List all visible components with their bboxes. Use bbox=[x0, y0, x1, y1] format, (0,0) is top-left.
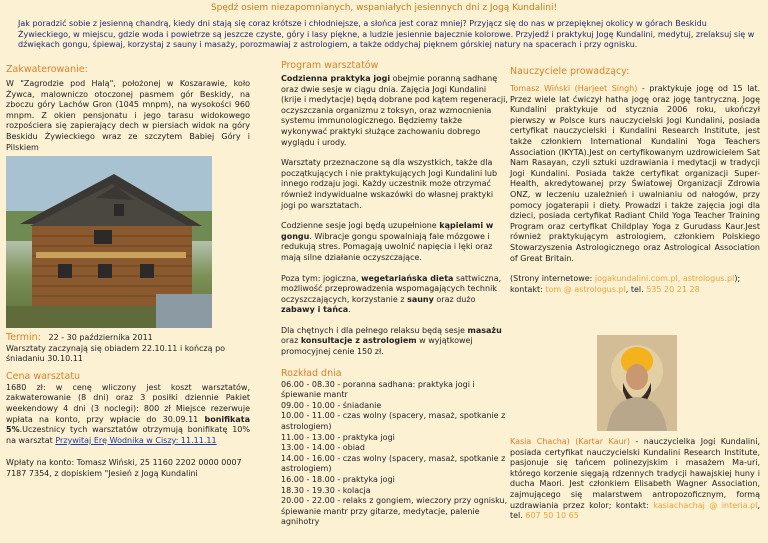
teacher-1-name: Tomasz Wiński (Harjeet Singh) bbox=[510, 84, 638, 93]
intro-text: Jak poradzić sobie z jesienną chandrą, kiedy dni stają się coraz krótsze i chłodniejsze, a słońca jest coraz mniej? Przyjącz się do nas w przepięknej okolicy w górach Beskidu Żywieckiego, w miejscu, gdzie woda i powietrze są jeszcze czyste, góry i lasy piękne, a ludzie jesiennie bajecznie kolorowe. Przyjedź i praktykuj Jogę Kundalini, medytuj, zrelaksuj się w dźwiękach gongu, śpiewaj, korzystaj z sauny i masaży, porozmawiaj z astrologiem, a także oddychaj pięknem górskiej natury na spacerach i przy ognisku. bbox=[18, 19, 755, 49]
teacher-2-phone: 607 50 10 65 bbox=[525, 511, 579, 521]
teacher-2-name: Kasia Chacha) (Kartar Kaur) bbox=[510, 437, 630, 446]
schedule-item: 16.00 - 18.00 - praktyka jogi bbox=[281, 475, 395, 484]
schedule-item: 06.00 - 08.30 - poranna sadhana: praktyka jogi i śpiewanie mantr bbox=[281, 379, 475, 400]
schedule-list bbox=[281, 380, 509, 528]
schedule-item: 09.00 - 10.00 - śniadanie bbox=[281, 400, 382, 410]
term-value: 22 - 30 października 2011 bbox=[48, 333, 153, 342]
teacher-1-phone: 535 20 21 28 bbox=[646, 284, 700, 294]
middle-column bbox=[281, 60, 509, 528]
schedule-heading: Rozkład dnia bbox=[281, 367, 342, 379]
price-text: 1680 zł: w cenę wliczony jest koszt warsztatów, zakwaterowanie (8 dni) oraz 3 posiłki dziennie Pakiet weekendowy 4 dni (3 noclegi): 800 zł Miejsce rezerwuje wpłata na konto, przy wpłacie do 30.09.11 bonifikata 5%.Uczestnicy tych warsztatów otrzymują bonifikatę 10% na warsztat Przywitaj Erę Wodnika w Ciszy: 11.11.11 bbox=[6, 382, 250, 445]
teacher-portrait bbox=[597, 335, 677, 431]
program-paragraph-4: Poza tym: jogiczna, wegetariańska dieta sattwiczna, możliwość przeprowadzenia wspomagających technik oczyszczających, korzystanie z sauny oraz dużo zabawy i tańca. bbox=[281, 273, 502, 315]
page-title: Spędź osiem niezapomnianych, wspaniałych jesiennych dni z Jogą Kundalini! bbox=[210, 3, 558, 13]
schedule-item: 18.30 - 19.30 - kolacja bbox=[281, 485, 371, 495]
account-text: Wpłaty na konto: Tomasz Wiński, 25 1160 2202 0000 0007 7187 7354, z dopiskiem "Jesień z Jogą Kundalini bbox=[6, 458, 242, 478]
venue-text: W "Zagrodzie pod Halą", położonej w Koszarawie, koło Żywca, malowniczo otoczonej pasmem gór Beskidy, na zboczu góry Lachów Gron (1045 mnpm), na wysokości 960 mnpm. Z okien pensjonatu i jego tarasu widokowego rozpościera się zapierający dech w piersiach widok na góry Beskidu Żywieckiego wraz ze szczytem Babiej Góry i Pilskiem bbox=[6, 79, 250, 152]
schedule-item: 11.00 - 13.00 - praktyka jogi bbox=[281, 432, 395, 442]
left-column bbox=[6, 64, 250, 153]
teacher-2-email[interactable]: kasiachachaj @ interia.pl bbox=[653, 500, 758, 510]
teacher-2-section bbox=[510, 437, 760, 522]
term-section bbox=[6, 333, 250, 480]
teacher-1-bio: Tomasz Wiński (Harjeet Singh) - praktykuje jogę od 15 lat. Przez wiele lat ćwiczył hatha jogę oraz jogę tantryczną. Jogę Kundalini praktykuje od stycznia 2006 roku, ukończył pierwszy w Polsce kurs nauczycielski Jogi Kundalini, posiada certyfikat nauczycielski i Kundalini Research Institute, jest także członkiem International Kundalini Yoga Teachers Association (IKYTA).Jest on certyfikowanym uzdrowicielem Sat Nam Rasayan, czyli sztuki uzdrawiania i medytacji w tradycji Jogi Kundalini. Posiada także certyfikat organizacji Super-Health, akredytowanej przy Światowej Organizacji Zdrowia ONZ, w leczeniu uzależnień i uwalnianiu od nałogów, przy pomocy jogaterapii i diety. Prowadzi i także zajęcia jogi dla dzieci, posiada certyfikat Radiant Child Yoga Teacher Training Program oraz certyfikat Childplay Yoga z Gurudass Kaur.Jest również praktykującym astrologiem, członkiem Polskiego Stowarzyszenia Astrologicznego oraz Astrological Association of Great Britain. bbox=[510, 84, 760, 263]
term-text: Warsztaty zaczynają się obiadem 22.10.11 i kończą po śniadaniu 30.10.11 bbox=[6, 343, 226, 364]
price-bonus: bonifikata 5% bbox=[6, 414, 250, 435]
guesthouse-image bbox=[6, 156, 212, 328]
teacher-portrait-image bbox=[597, 335, 677, 431]
program-paragraph-3: Codzienne sesje jogi będą uzupełnione kąpielami w gongu. Wibracje gongu spowalniają fale mózgowe i redukują stres. Pomagają uwolnić napięcia i lęki oraz mają silne działanie oczyszczające. bbox=[281, 221, 494, 262]
teachers-heading: Nauczyciele prowadzący: bbox=[510, 66, 630, 77]
venue-heading: Zakwaterowanie: bbox=[6, 64, 88, 75]
teacher-1-contact: (Strony internetowe: jogakundalini.com.pl, astrologus.pl); kontakt: tom @ astrologus.pl, tel. 535 20 21 28 bbox=[510, 274, 741, 294]
teacher-1-email[interactable]: tom @ astrologus.pl bbox=[545, 284, 626, 294]
program-paragraph-5: Dla chętnych i dla pełnego relaksu będą sesje masażu oraz konsultacje z astrologiem w wyjątkowej promocyjnej cenie 150 zł. bbox=[281, 325, 502, 357]
price-heading: Cena warsztatu bbox=[6, 370, 81, 382]
schedule-item: 10.00 - 11.00 - czas wolny (spacery, masaż, spotkanie z astrologiem) bbox=[281, 411, 506, 432]
workshop-link[interactable]: Przywitaj Erę Wodnika w Ciszy: 11.11.11 bbox=[55, 435, 217, 445]
schedule-item: 14.00 - 16.00 - czas wolny (spacery, masaż, spotkanie z astrologiem) bbox=[281, 453, 506, 474]
program-paragraph-2: Warsztaty przeznaczone są dla wszystkich, także dla początkujących i nie praktykujących Jogi Kundalini lub innego rodzaju jogi. Każdy uczestnik może otrzymać również indywidualne wskazówki do własnej praktyki jogi po warsztatach. bbox=[281, 158, 498, 210]
right-column bbox=[510, 66, 760, 295]
program-heading: Program warsztatów bbox=[281, 60, 379, 71]
term-label: Termin: bbox=[6, 332, 41, 343]
schedule-item: 20.00 - 22.00 - relaks z gongiem, wieczory przy ognisku, śpiewanie mantr przy gitarze, medytacje, palenie agnihotry bbox=[281, 496, 508, 527]
teacher-2-bio: Kasia Chacha) (Kartar Kaur) - nauczycielka Jogi Kundalini, posiada certyfikat nauczycielski Kundalini Research Institute, pasjonuje się tańcem polinezyjskim i masażem Ma-uri, którego korzenie sięgają rdzennych tradycji hawajskiej huny i ducha Maori. Jest członkiem Elisabeth Wagner Association, zajmującego się malarstwem antropozoficznym, formą uzdrawiania przez kolor; kontakt: kasiachachaj @ interia.pl, tel. 607 50 10 65 bbox=[510, 437, 760, 521]
teacher-1-websites[interactable]: jogakundalini.com.pl, astrologus.pl bbox=[594, 274, 735, 284]
guesthouse-photo bbox=[6, 156, 212, 328]
schedule-item: 13.00 - 14.00 - obiad bbox=[281, 443, 365, 453]
program-paragraph-1: Codzienna praktyka jogi obejmie poranną sadhanę oraz dwie sesje w ciągu dnia. Zajęcia Jogi Kundalini (krije i medytacje) będą dobrane pod kątem regeneracji, oczyszczania organizmu z toksyn, oraz wzmocnienia systemu immunologicznego. Będziemy także wykonywać praktyki służące zachowaniu dobrego wyglądu i urody. bbox=[281, 74, 508, 147]
